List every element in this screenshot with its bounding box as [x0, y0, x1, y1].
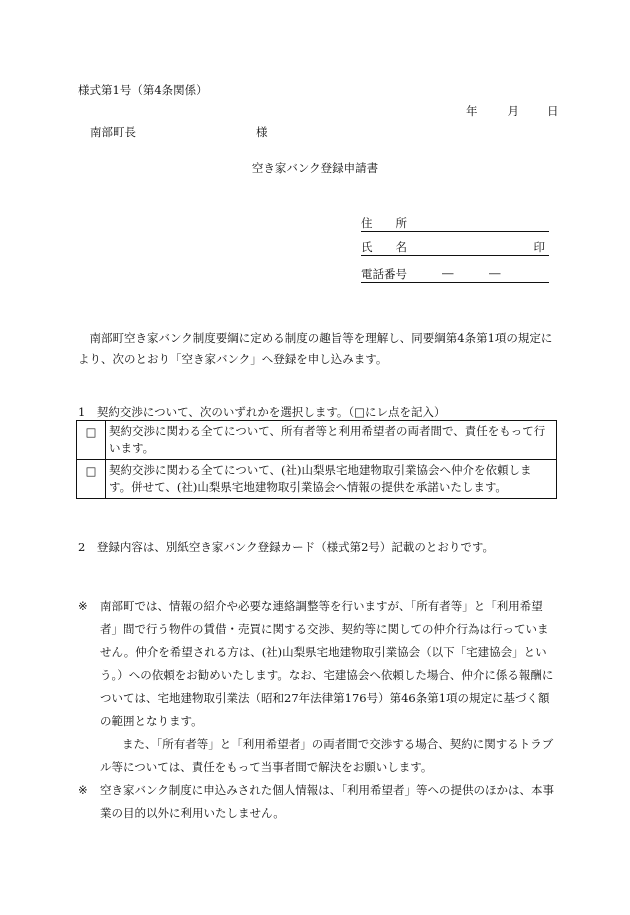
note-2-text [78, 779, 556, 825]
phone-dash: ― [489, 266, 501, 280]
section2-text: 2 登録内容は、別紙空き家バンク登録カード（様式第2号）記載のとおりです。 [78, 540, 494, 554]
date-day: 日 [547, 104, 559, 118]
section1-heading: 1 契約交渉について、次のいずれかを選択します。（□にレ点を記入） [78, 405, 446, 419]
honorific: 様 [256, 125, 268, 139]
note-1-sub: また、「所有者等」と「利用希望者」の両者間で交渉する場合、契約に関するトラブル等については、責任をもって当事者間で解決をお願いします。 [100, 737, 554, 774]
note-2-body: 空き家バンク制度に申込みされた個人情報は、「利用希望者」等への提供のほかは、本事業の目的以外に利用いたしません。 [100, 783, 555, 820]
address-label: 住 所 [361, 216, 407, 230]
addressee [90, 124, 268, 140]
page-title: 空き家バンク登録申請書 [251, 161, 379, 175]
name-label: 氏 名 [361, 240, 407, 254]
option-text: 契約交渉に関わる全てについて、(社)山梨県宅地建物取引業協会へ仲介を依頼します。併せて、(社)山梨県宅地建物取引業協会へ情報の提供を承諾いたします。 [106, 460, 557, 499]
name-field[interactable] [361, 239, 549, 256]
checkbox[interactable]: □ [77, 421, 106, 460]
addressee-name: 南部町長 [90, 125, 136, 139]
date-month: 月 [507, 104, 519, 118]
note-mark: ※ [78, 783, 88, 797]
address-field[interactable] [361, 215, 549, 232]
intro-text: 南部町空き家バンク制度要綱に定める制度の趣旨等を理解し、同要綱第4条第1項の規定により、次のとおり「空き家バンク」へ登録を申し込みます。 [78, 331, 553, 366]
options-table [76, 420, 557, 499]
note-1-body: 南部町では、情報の紹介や必要な連絡調整等を行いますが、「所有者等」と「利用希望者」間で行う物件の賃借・売買に関する交渉、契約等に関しての仲介行為は行っていません。仲介を希望される方は、(社)山梨県宅地建物取引業協会（以下「宅建協会」という。）への依頼をお勧めいたします。なお、宅建協会へ依頼した場合、仲介に係る報酬については、宅地建物取引業法（昭和27年法律第176号）第46条第1項の規定に基づく額の範囲となります。 [100, 599, 554, 728]
checkbox[interactable]: □ [77, 460, 106, 499]
option-row [77, 421, 557, 460]
form-number: 様式第1号（第4条関係） [78, 83, 208, 97]
option-row [77, 460, 557, 499]
intro-paragraph [78, 328, 558, 370]
seal-mark: 印 [533, 240, 545, 254]
date-line [466, 103, 559, 119]
note-1 [78, 595, 556, 825]
option-text: 契約交渉に関わる全てについて、所有者等と利用希望者の両者間で、責任をもって行います。 [106, 421, 557, 460]
phone-label: 電話番号 [361, 267, 407, 281]
date-year: 年 [466, 104, 478, 118]
phone-field[interactable] [361, 266, 549, 283]
note-1-text [78, 595, 556, 733]
phone-dash: ― [442, 266, 454, 280]
note-mark: ※ [78, 599, 88, 613]
